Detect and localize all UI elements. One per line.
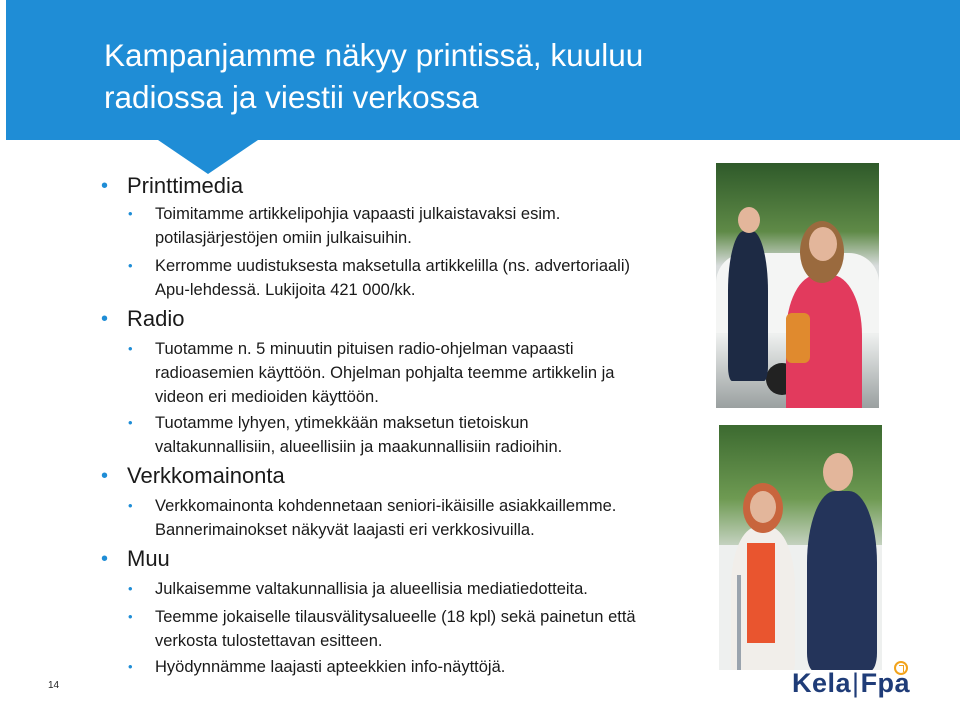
list-item-continuation: radioasemien käyttöön. Ohjelman pohjalta teemme artikkelin ja — [155, 364, 615, 382]
list-item: • Tuotamme lyhyen, ytimekkään maksetun tietoiskun — [155, 412, 529, 434]
crutch — [737, 575, 741, 670]
man-head — [738, 207, 760, 233]
woman-head — [750, 491, 776, 523]
list-item-continuation: verkosta tulostettavan esitteen. — [155, 632, 383, 650]
section-heading-printtimedia: • Printtimedia — [127, 173, 243, 199]
logo-text-right: Fpa — [860, 668, 911, 698]
kela-fpa-logo — [792, 666, 910, 700]
logo-separator: | — [852, 668, 860, 698]
page-number: 14 — [48, 680, 60, 691]
title-banner — [6, 0, 960, 140]
list-item-continuation: valtakunnallisiin, alueellisiin ja maakunnallisiin radioihin. — [155, 438, 563, 456]
man-head — [823, 453, 853, 491]
section-heading-radio: • Radio — [127, 306, 184, 332]
title-line-2: radiossa ja viestii verkossa — [104, 79, 479, 115]
banner-pointer — [158, 140, 258, 174]
list-item: • Julkaisemme valtakunnallisia ja alueellisia mediatiedotteita. — [155, 578, 588, 600]
list-item-continuation: Bannerimainokset näkyvät laajasti eri verkkosivuilla. — [155, 521, 535, 539]
list-item-continuation: Apu-lehdessä. Lukijoita 421 000/kk. — [155, 281, 416, 299]
man-figure — [807, 491, 877, 670]
man-figure — [728, 231, 768, 381]
list-item: • Tuotamme n. 5 minuutin pituisen radio-ohjelman vapaasti — [155, 338, 574, 360]
page-title — [104, 34, 864, 118]
orange-scarf — [786, 313, 810, 363]
list-item-continuation: videon eri medioiden käyttöön. — [155, 388, 379, 406]
list-item: • Kerromme uudistuksesta maksetulla artikkelilla (ns. advertoriaali) — [155, 255, 630, 277]
list-item: • Verkkomainonta kohdennetaan seniori-ikäisille asiakkaillemme. — [155, 495, 616, 517]
section-heading-verkkomainonta: • Verkkomainonta — [127, 463, 285, 489]
title-line-1: Kampanjamme näkyy printissä, kuuluu — [104, 37, 644, 73]
orange-blouse — [747, 543, 775, 643]
logo-text-left: Kela — [792, 668, 852, 698]
list-item-continuation: potilasjärjestöjen omiin julkaisuihin. — [155, 229, 412, 247]
section-heading-muu: • Muu — [127, 546, 170, 572]
list-item: • Hyödynnämme laajasti apteekkien info-näyttöjä. — [155, 656, 505, 678]
photo-pregnant-woman-taxi — [716, 163, 879, 408]
photo-elderly-woman-helper — [719, 425, 882, 670]
list-item: • Toimitamme artikkelipohjia vapaasti julkaistavaksi esim. — [155, 203, 560, 225]
list-item: • Teemme jokaiselle tilausvälitysalueelle (18 kpl) sekä painetun että — [155, 606, 636, 628]
woman-head — [809, 227, 837, 261]
kela-badge-icon — [894, 661, 908, 675]
